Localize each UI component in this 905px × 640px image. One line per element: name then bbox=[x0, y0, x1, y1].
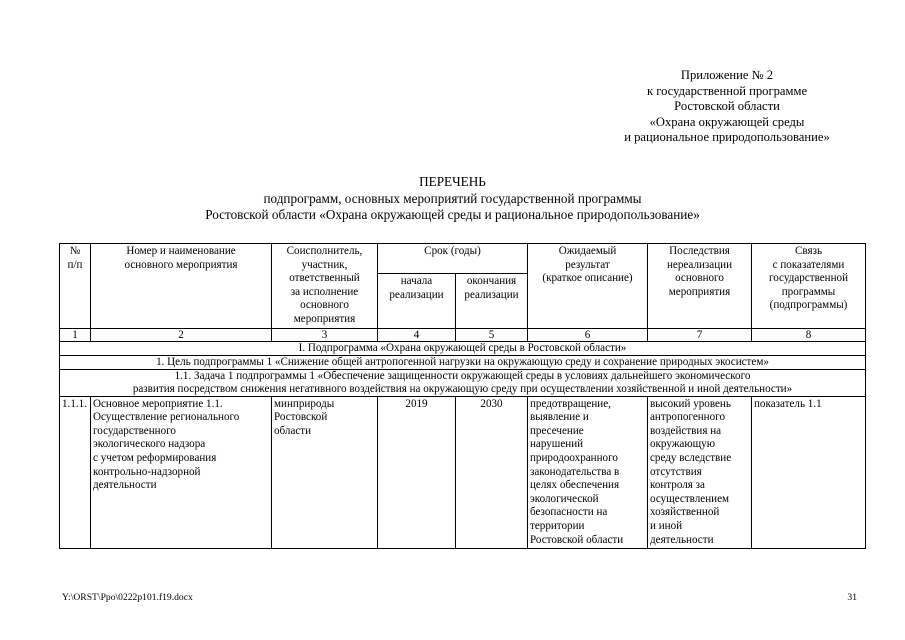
appendix-block bbox=[597, 68, 857, 146]
column-number: 7 bbox=[648, 328, 752, 341]
goal-row bbox=[60, 355, 866, 369]
measure-row bbox=[60, 396, 866, 549]
header-cell-end: окончания реализации bbox=[456, 273, 528, 328]
column-number: 5 bbox=[456, 328, 528, 341]
header-cell-indicator: Связь с показателями государственной программы (подпрограммы) bbox=[752, 244, 866, 329]
goal-title: 1. Цель подпрограммы 1 «Снижение общей антропогенной нагрузки на окружающую среду и сохранение природных экосистем» bbox=[60, 355, 866, 369]
appendix-line: Приложение № 2 bbox=[680, 68, 774, 82]
document-subtitle: Ростовской области «Охрана окружающей среды и рациональное природопользование» bbox=[205, 207, 700, 222]
measure-executor: минприроды Ростовской области bbox=[272, 396, 378, 549]
header-cell-result: Ожидаемый результат (краткое описание) bbox=[528, 244, 648, 329]
column-number: 1 bbox=[60, 328, 91, 341]
header-cell-number: № п/п bbox=[60, 244, 91, 329]
header-cell-start: начала реализации bbox=[378, 273, 456, 328]
document-subtitle: подпрограмм, основных мероприятий государственной программы bbox=[263, 190, 642, 206]
measure-name: Основное мероприятие 1.1. Осуществление регионального государственного экологического надзора с учетом реформирования контрольно-надзорной деятельности bbox=[91, 396, 272, 549]
appendix-line: и рациональное природопользование» bbox=[624, 130, 830, 144]
subprogram-row bbox=[60, 341, 866, 355]
header-cell-consequences: Последствия нереализации основного мероприятия bbox=[648, 244, 752, 329]
column-number: 8 bbox=[752, 328, 866, 341]
page-number: 31 bbox=[847, 592, 857, 603]
measure-indicator: показатель 1.1 bbox=[752, 396, 866, 549]
measure-result: предотвращение, выявление и пресечение нарушений природоохранного законодательства в целях обеспечения экологической безопасности на территории Ростовской области bbox=[528, 396, 648, 549]
measure-end-year: 2030 bbox=[456, 396, 528, 549]
task-row bbox=[60, 369, 866, 396]
header-cell-executor: Соисполнитель, участник, ответственный за исполнение основного мероприятия bbox=[272, 244, 378, 329]
column-number: 3 bbox=[272, 328, 378, 341]
task-title: 1.1. Задача 1 подпрограммы 1 «Обеспечение защищенности окружающей среды в условиях дальнейшего экономического развития посредством снижения негативного воздействия на окружающую среду при осуществлении хозяйственной и иной деятельности» bbox=[60, 369, 866, 396]
column-number: 6 bbox=[528, 328, 648, 341]
subprogram-title: I. Подпрограмма «Охрана окружающей среды в Ростовской области» bbox=[60, 341, 866, 355]
header-row bbox=[60, 244, 866, 274]
header-cell-name: Номер и наименование основного мероприятия bbox=[91, 244, 272, 329]
column-number: 4 bbox=[378, 328, 456, 341]
column-number-row bbox=[60, 328, 866, 341]
appendix-line: «Охрана окружающей среды bbox=[649, 114, 805, 129]
appendix-line: к государственной программе bbox=[646, 83, 808, 98]
document-title: ПЕРЕЧЕНЬ bbox=[419, 174, 486, 189]
appendix-line: Ростовской области bbox=[674, 99, 780, 113]
measure-start-year: 2019 bbox=[378, 396, 456, 549]
column-number: 2 bbox=[91, 328, 272, 341]
header-cell-term: Срок (годы) bbox=[378, 244, 528, 274]
measure-consequences: высокий уровень антропогенного воздействия на окружающую среду вследствие отсутствия контроля за осуществлением хозяйственной и иной деятельности bbox=[648, 396, 752, 549]
document-heading bbox=[0, 174, 905, 224]
file-path: Y:\ORST\Ppo\0222p101.f19.docx bbox=[62, 592, 193, 603]
measure-number: 1.1.1. bbox=[60, 396, 91, 549]
measures-table bbox=[59, 243, 866, 549]
